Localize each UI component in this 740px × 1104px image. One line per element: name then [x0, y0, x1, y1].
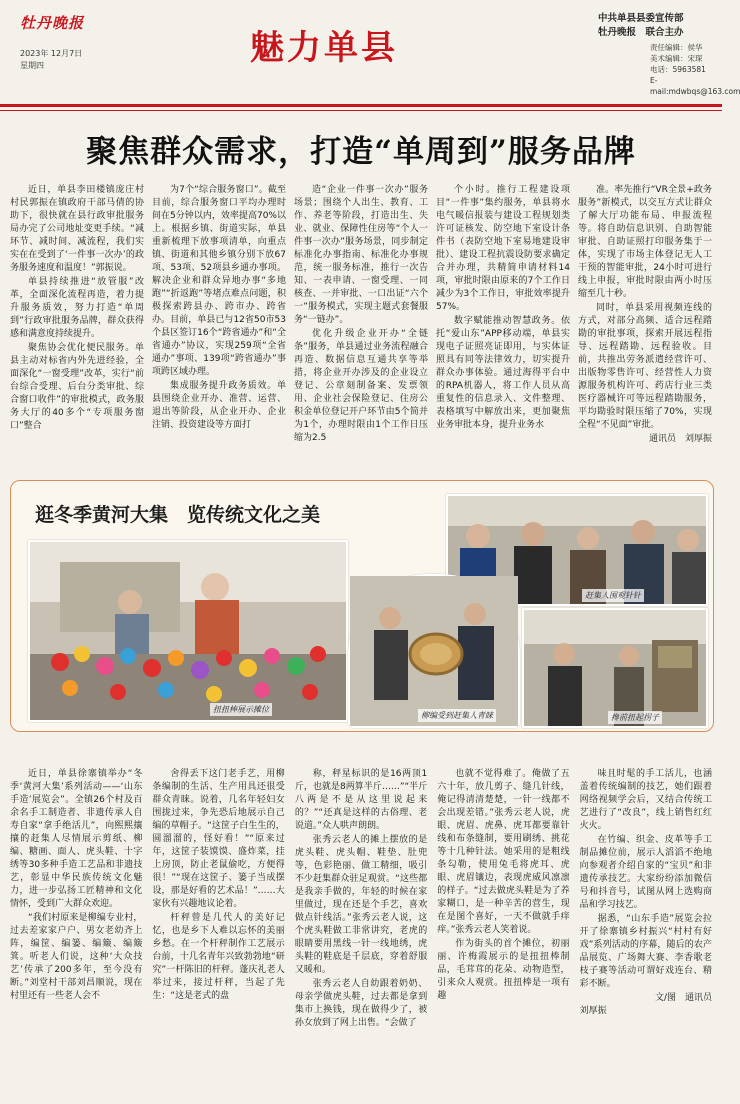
editor-info — [650, 42, 740, 97]
article1-body — [10, 184, 712, 450]
paragraph: 作为街头的首个摊位，初丽丽、许梅霞展示的是扭扭棒制品，毛茸茸的花朵、动物造型，引来众人观赏。扭扭棒是一项有趣 — [437, 939, 570, 1001]
paragraph: 张秀云老人的摊上摆放的是虎头鞋、虎头帽、鞋垫、肚兜等，色彩艳丽、做工精细，吸引不少赶集群众驻足观赏。“这些都是我亲手做的，年轻的时候在家里做过，现在还是个手艺，喜欢做点针线活。”张秀云老人说，这个虎头鞋做工非常讲究，老虎的眼睛要用黑线一针一线地绣，虎头鞋的鞋底是千层底，穿着舒服又暖和。 — [294, 835, 428, 975]
paragraph: 个小时。推行工程建设项目“一件事”集约服务，单县将水电气暖信报装与建设工程规划类许可证核发、防空地下室设计条件书（表防空地下室易地建设审批）、建设工程抗震设防要求确定合并办理，共精简申请材料14项，审批时限由原来的7个工作日减少为3个工作日，审批效率提升57%。 — [436, 185, 570, 312]
editor-name: 责任编辑：侯华 — [650, 43, 703, 52]
photo-willow-baskets — [348, 574, 520, 728]
paragraph: 同时，单县采用视频连线的方式，对部分高频、适合远程踏勘的审批事项，探索开展远程指导、远程踏勘、远程验收。目前，共推出劳务派遣经营许可、出版物零售许可、经营性人力资源服务机构许可、药店行业三类医疗器械许可等远程踏勘服务，平均勘验时限压缩了70%，实现全程“不见面”审批。 — [578, 303, 712, 430]
paragraph: 聚焦协会优化便民服务。单县主动对标省内外先进经验，全面深化“一窗受理”改革，实行“前台综合受理、后台分类审批、综合窗口收件”的审批模式，政务服务大厅的40多个“专项服务窗口”整合 — [10, 343, 144, 431]
paragraph: 味且时髦的手工活儿，也涵盖着传统编制的技艺，她们跟着网络视频学会后，又结合传统工艺进行了“改良”，线上销售红红火火。 — [579, 769, 713, 831]
paragraph: 近日，单县李田楼镇庞庄村村民郭振在镇政府干部马倩的协助下，很快就在县行政审批服务局办完了公司地址变更手续。“减环节、减时间、减流程，我们实实在在受到了‘一件事一次办’的政务服务速度和温度！”郭振说。 — [10, 185, 144, 273]
article2-column-4 — [437, 768, 569, 1098]
article1-column-1 — [10, 184, 144, 450]
header-rule — [0, 104, 722, 107]
paragraph: 据悉，“山东手造”展览会拉开了徐寨镇乡村振兴“村村有好戏”系列活动的序幕，随后的农产品展览、广场舞大赛、李香歌老枝子赛等活动可谓好戏连台、精彩不断。 — [579, 914, 713, 989]
photo-caption: 扭扭棒展示摊位 — [210, 703, 272, 716]
paragraph: 舍得丢下这门老手艺，用柳条编制的生活、生产用具还很受群众青睐。说着，几名年轻妇女围拢过来，争先恐后地展示自己编的草帽子。“这筐子白生生的，圆溜溜的，怪好看！”“原来过年，这筐子装馍馍、盛炸菜，挂上房顶，防止老鼠偷吃，方便得很！”“现在这筐子、篓子当成摆设，那是好看的艺术品！”……大家伙有兴趣地议论着。 — [152, 769, 285, 909]
article1-column-2 — [152, 184, 286, 450]
photo-display-stall — [522, 608, 708, 728]
paragraph: 优化升级企业开办“全链条”服务，单县通过业务流程融合再造、数据信息互通共享等举措，将企业开办涉及的企业设立登记、公章刻制备案、发票领用、企业社会保险登记、住房公积金单位登记开户环节由5个简并为1个，办理时限由1个工作日压缩为2.5 — [294, 329, 428, 443]
email-address: E-mail:mdwbqs@163.com — [650, 76, 740, 96]
paragraph: 造“企业一件事一次办”服务场景；围绕个人出生、教育、工作、养老等阶段，打造出生、失业、就业、保障性住房等“个人一件事一次办”服务场景，同步制定标准化办事指南、标准化办事规范，统一服务标准，推行一次告知、一表申请、一窗受理、一同核查、一并审批、一口出证“六个一”服务模式，实现主题式套餐服务“一链办”。 — [294, 185, 428, 325]
date-text: 2023年 12月7日 — [20, 49, 83, 58]
weekday-text: 星期四 — [20, 61, 44, 70]
article2-column-2 — [152, 768, 284, 1098]
sponsor-line-2: 牡丹晚报 联合主办 — [598, 27, 684, 38]
header-rule-thin — [0, 110, 722, 111]
paragraph: 在竹编、织金、皮革等手工制品摊位前，展示人滔滔不绝地向参观者介绍自家的“宝贝”和非遗传承技艺。大家纷纷添加微信号和抖音号，试图从网上选购商品和学习技艺。 — [579, 835, 713, 910]
article2-column-3 — [295, 768, 427, 1098]
article1-column-4 — [436, 184, 570, 450]
stall-photo-art — [30, 542, 346, 720]
photo-pipe-cleaner-stall — [28, 540, 348, 722]
article2-column-5 — [580, 768, 712, 1098]
sponsors — [598, 12, 684, 40]
article2-byline: 文/图 通讯员 — [654, 993, 713, 1003]
paragraph: 单县持续推进“放管服”改革，全面深化流程再造，着力提升服务质效，努力打造“单周到”行政审批服务品牌，群众获得感和满意度持续提升。 — [10, 277, 144, 339]
paragraph: 张秀云老人自幼跟着奶奶、母亲学做虎头鞋，过去都是拿到集市上换钱，现在做得少了，被孙女放到了网上出售。“会做了 — [294, 979, 428, 1028]
page-title: 魅力单县 — [250, 28, 398, 68]
sponsor-line-1: 中共单县县委宣传部 — [598, 13, 684, 24]
paragraph: 集成服务提升政务质效。单县围绕企业开办、准营、运营、退出等阶段，从企业开办、企业注销、投资建设等方面打 — [152, 381, 286, 430]
phone-number: 电话：5963581 — [650, 65, 706, 74]
issue-date — [20, 48, 82, 72]
photo-caption: 搀前扭起拐子 — [608, 711, 662, 724]
paragraph: 称，秤星标识的是16两顶1斤，也就是8两算半斤……”“半斤八两是不是从这里说起来的？”“还真是这样的古俗理、老说道。”众人哄声朗朗。 — [294, 769, 428, 831]
paragraph: 近日，单县徐寨镇举办“冬季‘黄河大集’系列活动——‘山东手造’展览会”。全镇26个村及百余名手工制造者、非遗传承人自寿自家“拿手绝活儿”，向熙熙攘攘的赶集人尽情展示剪纸、柳编、糖画、面人、虎头鞋、十字绣等30多种手造工艺品和非遗技艺，彰显中华民族传统文化魅力，进一步弘扬工匠精神和文化情怀，受到广大群众欢迎。 — [10, 769, 143, 909]
newspaper-logo: 牡丹晚报 — [20, 14, 85, 32]
paragraph: 也就不觉得难了。俺做了五六十年，放几剪子、缝几针线，俺记得清清楚楚，一针一线都不会出现差错。”张秀云老人说，虎眼、虎眉、虎鼻、虎耳都要靠针线和布条缝制，要用刷绣、挑花等十几种针法。她采用的是粗线条勾勒，使用兔毛将虎耳、虎眼、虎眉镶边，表现虎威风凛凛的样子。“过去做虎头鞋是为了养家糊口，是一种辛苦的营生，现在是图个喜好，一天不做就手痒痒。”张秀云老人笑着说。 — [437, 769, 570, 935]
paragraph: 数字赋能推动智慧政务。依托“爱山东”APP移动端，单县实现电子证照亮证即用，与实体证照具有同等法律效力，切实提升群众办事体验。通过海得平台中的RPA机器人，将工作人员从高重复性的信息录入、文件整理、表格填写中解放出来，更加聚焦业务审批本身，提升业务水 — [436, 316, 570, 430]
paragraph: 杆秤曾是几代人的美好记忆，也是乡下人难以忘怀的美丽乡愁。在一个杆秤制作工艺展示台前，十几名青年兴致勃勃地“研究”一杆陈旧的杆秤。蓬庆礼老人举过来，接过杆秤，当起了先生：“这是老式的盘 — [152, 913, 285, 1001]
photo-caption: 赶集人围观针针 — [582, 589, 644, 602]
article1-headline: 聚焦群众需求，打造“单周到”服务品牌 — [86, 134, 636, 170]
feature-title: 逛冬季黄河大集 览传统文化之美 — [35, 504, 321, 526]
article2-column-1 — [10, 768, 142, 1098]
article2-byline-name: 刘厚振 — [579, 1006, 607, 1016]
designer-name: 美术编辑：宋琛 — [650, 54, 703, 63]
article2-body — [10, 768, 712, 1098]
article1-column-3 — [294, 184, 428, 450]
paragraph: 为7个“综合服务窗口”。截至目前，综合服务窗口平均办理时间在5分钟以内，效率提高70%以上。根据乡镇、街道实际，单县重新梳理下放事项清单，向重点镇、街道和其他乡镇分别下放67项、53项、52项县乡通办事项。解决企业和群众异地办事“多地跑”“折返跑”等堵点难点问题，积极探索跨县办、跨市办、跨省办。目前，单县已与12省50市53个县区签订16个“跨省通办”和“全省通办”协议，实现259项“全省通办”事项、139项“跨省通办”事项跨区域办理。 — [152, 185, 286, 377]
paragraph: “我们村原来是柳编专业村，过去差家家户户、男女老幼齐上阵，编筐、编篓、编簸、编簸箕。听老人们说，这种‘大众技艺’传承了200多年，至今没有断。”刘堂村干部刘昌顺说，现在村里还有一些老人会不 — [10, 913, 143, 1001]
paragraph: 准。率先推行“VR全景+政务服务”新模式，以交互方式让群众了解大厅功能布局、申报流程等。将自助信息识别、自助智能审批、自助证照打印服务集于一体，实现了市场主体登记无人工干预的智能审批，24小时可进行线上申报，审批时限由两小时压缩至几十秒。 — [578, 185, 712, 299]
display-photo-art — [524, 610, 706, 726]
article1-byline: 通讯员 刘厚振 — [648, 434, 712, 444]
article1-column-5 — [578, 184, 712, 450]
willow-photo-art — [350, 576, 518, 726]
photo-caption: 柳编受到赶集人青睐 — [418, 709, 496, 722]
